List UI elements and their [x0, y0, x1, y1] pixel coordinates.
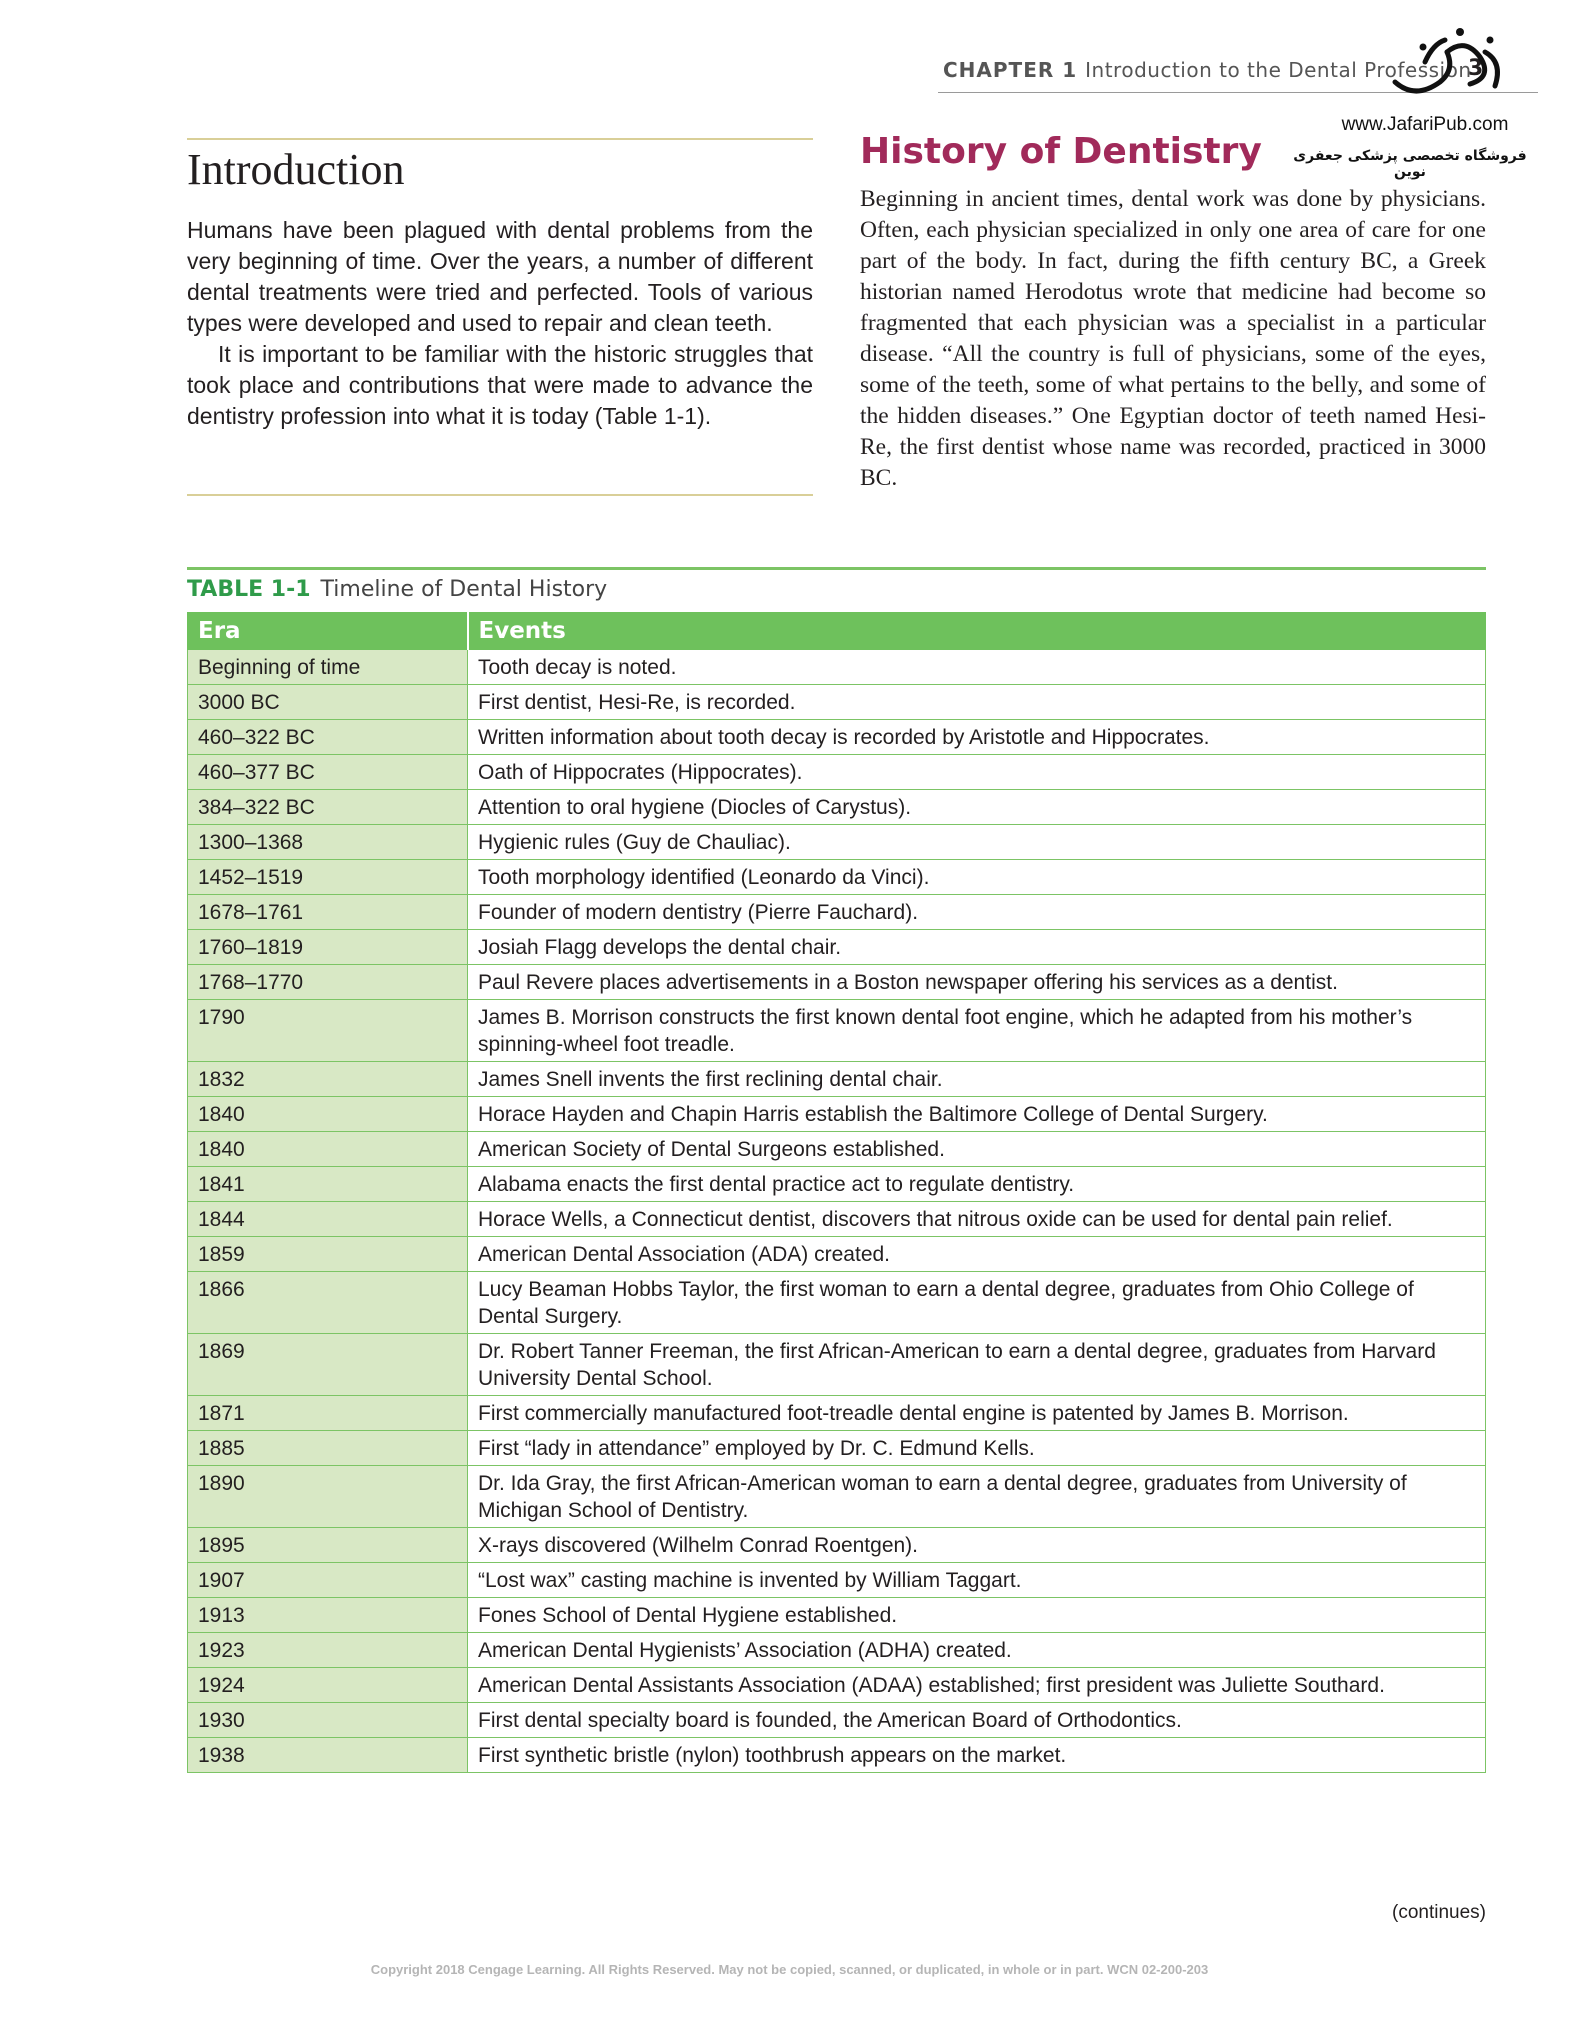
era-cell: 460–322 BC: [188, 720, 468, 755]
table-row: [188, 1633, 1486, 1668]
intro-bottom-rule: [187, 494, 813, 496]
event-cell: First synthetic bristle (nylon) toothbrush appears on the market.: [468, 1738, 1486, 1773]
era-cell: 1840: [188, 1132, 468, 1167]
era-cell: 1913: [188, 1598, 468, 1633]
era-cell: 1871: [188, 1396, 468, 1431]
era-cell: 1840: [188, 1097, 468, 1132]
era-cell: 3000 BC: [188, 685, 468, 720]
table-row: [188, 825, 1486, 860]
era-cell: 1859: [188, 1237, 468, 1272]
era-cell: 1832: [188, 1062, 468, 1097]
publisher-watermark: [1290, 22, 1550, 180]
table-row: [188, 1097, 1486, 1132]
introduction-heading: Introduction: [187, 145, 405, 194]
table-row: [188, 1396, 1486, 1431]
introduction-paragraph: It is important to be familiar with the historic struggles that took place and contributions that were made to advance the dentistry profession into what it is today (Table 1-1).: [187, 341, 813, 429]
event-cell: Dr. Ida Gray, the first African-American woman to earn a dental degree, graduates from University of Michigan School of Dentistry.: [468, 1466, 1486, 1528]
table-continues-note: (continues): [1392, 1902, 1486, 1923]
era-cell: 1895: [188, 1528, 468, 1563]
era-cell: 1790: [188, 1000, 468, 1062]
event-cell: X-rays discovered (Wilhelm Conrad Roentgen).: [468, 1528, 1486, 1563]
event-cell: Horace Hayden and Chapin Harris establish the Baltimore College of Dental Surgery.: [468, 1097, 1486, 1132]
column-header-events: Events: [468, 613, 1486, 650]
column-header-era: Era: [188, 613, 468, 650]
table-row: [188, 1000, 1486, 1062]
history-body: Beginning in ancient times, dental work was done by physicians. Often, each physician specialized in only one area of care for one part of the body. In fact, during the fifth century BC, a Greek historian named Herodotus wrote that medicine had become so fragmented that each physician was a specialist in a particular disease. “All the country is full of physicians, some of the eyes, some of the teeth, some of what pertains to the belly, and some of the hidden diseases.” One Egyptian doctor of teeth named Hesi-Re, the first dentist whose name was recorded, practiced in 3000 BC.: [860, 186, 1486, 491]
era-cell: 1890: [188, 1466, 468, 1528]
table-row: [188, 1062, 1486, 1097]
event-cell: Oath of Hippocrates (Hippocrates).: [468, 755, 1486, 790]
introduction-body: [187, 215, 813, 432]
table-row: [188, 720, 1486, 755]
table-row: [188, 755, 1486, 790]
era-cell: 1885: [188, 1431, 468, 1466]
era-cell: Beginning of time: [188, 650, 468, 685]
table-row: [188, 1668, 1486, 1703]
event-cell: Tooth decay is noted.: [468, 650, 1486, 685]
table-row: [188, 1272, 1486, 1334]
event-cell: Horace Wells, a Connecticut dentist, discovers that nitrous oxide can be used for dental pain relief.: [468, 1202, 1486, 1237]
era-cell: 1923: [188, 1633, 468, 1668]
era-cell: 1938: [188, 1738, 468, 1773]
era-cell: 1866: [188, 1272, 468, 1334]
table-row: [188, 790, 1486, 825]
table-row: [188, 685, 1486, 720]
table-caption-title: Timeline of Dental History: [320, 577, 608, 602]
era-cell: 1869: [188, 1334, 468, 1396]
publisher-logo-icon: [1385, 22, 1515, 107]
table-caption-label: TABLE 1-1: [187, 577, 311, 602]
table-row: [188, 930, 1486, 965]
publisher-url: www.JafariPub.com: [1341, 114, 1509, 135]
timeline-table: [187, 612, 1486, 1773]
introduction-paragraph: Humans have been plagued with dental problems from the very beginning of time. Over the years, a number of different dental treatments were tried and perfected. Tools of various types were developed and used to repair and clean teeth.: [187, 217, 813, 336]
intro-top-rule: [187, 138, 813, 140]
era-cell: 1844: [188, 1202, 468, 1237]
era-cell: 1452–1519: [188, 860, 468, 895]
copyright-footer: Copyright 2018 Cengage Learning. All Rights Reserved. May not be copied, scanned, or duplicated, in whole or in part. WCN 02-200-203: [370, 1962, 1209, 1977]
table-row: [188, 895, 1486, 930]
era-cell: 460–377 BC: [188, 755, 468, 790]
era-cell: 1768–1770: [188, 965, 468, 1000]
table-row: [188, 1703, 1486, 1738]
page-number: 3: [1468, 56, 1484, 81]
table-row: [188, 1334, 1486, 1396]
era-cell: 1678–1761: [188, 895, 468, 930]
history-heading: History of Dentistry: [860, 131, 1262, 172]
event-cell: Tooth morphology identified (Leonardo da Vinci).: [468, 860, 1486, 895]
timeline-table-body: [188, 650, 1486, 1773]
event-cell: Alabama enacts the first dental practice act to regulate dentistry.: [468, 1167, 1486, 1202]
era-cell: 1907: [188, 1563, 468, 1598]
table-row: [188, 1167, 1486, 1202]
era-cell: 1841: [188, 1167, 468, 1202]
table-header-row: [188, 613, 1486, 650]
era-cell: 384–322 BC: [188, 790, 468, 825]
event-cell: Written information about tooth decay is recorded by Aristotle and Hippocrates.: [468, 720, 1486, 755]
table-row: [188, 650, 1486, 685]
event-cell: American Dental Hygienists’ Association (ADHA) created.: [468, 1633, 1486, 1668]
event-cell: American Dental Association (ADA) created.: [468, 1237, 1486, 1272]
table-row: [188, 1132, 1486, 1167]
event-cell: First commercially manufactured foot-treadle dental engine is patented by James B. Morrison.: [468, 1396, 1486, 1431]
event-cell: James B. Morrison constructs the first known dental foot engine, which he adapted from his mother’s spinning-wheel foot treadle.: [468, 1000, 1486, 1062]
table-top-rule: [187, 567, 1486, 570]
chapter-title: Introduction to the Dental Profession: [1085, 58, 1472, 82]
event-cell: First “lady in attendance” employed by Dr. C. Edmund Kells.: [468, 1431, 1486, 1466]
table-row: [188, 1528, 1486, 1563]
event-cell: James Snell invents the first reclining dental chair.: [468, 1062, 1486, 1097]
event-cell: First dental specialty board is founded, the American Board of Orthodontics.: [468, 1703, 1486, 1738]
event-cell: American Dental Assistants Association (ADAA) established; first president was Juliette Southard.: [468, 1668, 1486, 1703]
era-cell: 1300–1368: [188, 825, 468, 860]
event-cell: “Lost wax” casting machine is invented by William Taggart.: [468, 1563, 1486, 1598]
era-cell: 1930: [188, 1703, 468, 1738]
event-cell: Founder of modern dentistry (Pierre Fauchard).: [468, 895, 1486, 930]
era-cell: 1924: [188, 1668, 468, 1703]
chapter-label: CHAPTER 1: [943, 58, 1078, 82]
table-row: [188, 1598, 1486, 1633]
table-row: [188, 1202, 1486, 1237]
event-cell: First dentist, Hesi-Re, is recorded.: [468, 685, 1486, 720]
event-cell: Hygienic rules (Guy de Chauliac).: [468, 825, 1486, 860]
table-row: [188, 1738, 1486, 1773]
table-row: [188, 1431, 1486, 1466]
table-caption: [187, 577, 607, 602]
table-row: [188, 1466, 1486, 1528]
era-cell: 1760–1819: [188, 930, 468, 965]
event-cell: Attention to oral hygiene (Diocles of Carystus).: [468, 790, 1486, 825]
table-row: [188, 1563, 1486, 1598]
event-cell: Fones School of Dental Hygiene established.: [468, 1598, 1486, 1633]
event-cell: Paul Revere places advertisements in a Boston newspaper offering his services as a dentist.: [468, 965, 1486, 1000]
event-cell: Lucy Beaman Hobbs Taylor, the first woman to earn a dental degree, graduates from Ohio College of Dental Surgery.: [468, 1272, 1486, 1334]
table-row: [188, 1237, 1486, 1272]
table-row: [188, 860, 1486, 895]
table-row: [188, 965, 1486, 1000]
event-cell: American Society of Dental Surgeons established.: [468, 1132, 1486, 1167]
event-cell: Josiah Flagg develops the dental chair.: [468, 930, 1486, 965]
event-cell: Dr. Robert Tanner Freeman, the first African-American to earn a dental degree, graduates from Harvard University Dental School.: [468, 1334, 1486, 1396]
publisher-shop-name: فروشگاه تخصصی پزشکی جعفری نوین: [1293, 148, 1527, 180]
